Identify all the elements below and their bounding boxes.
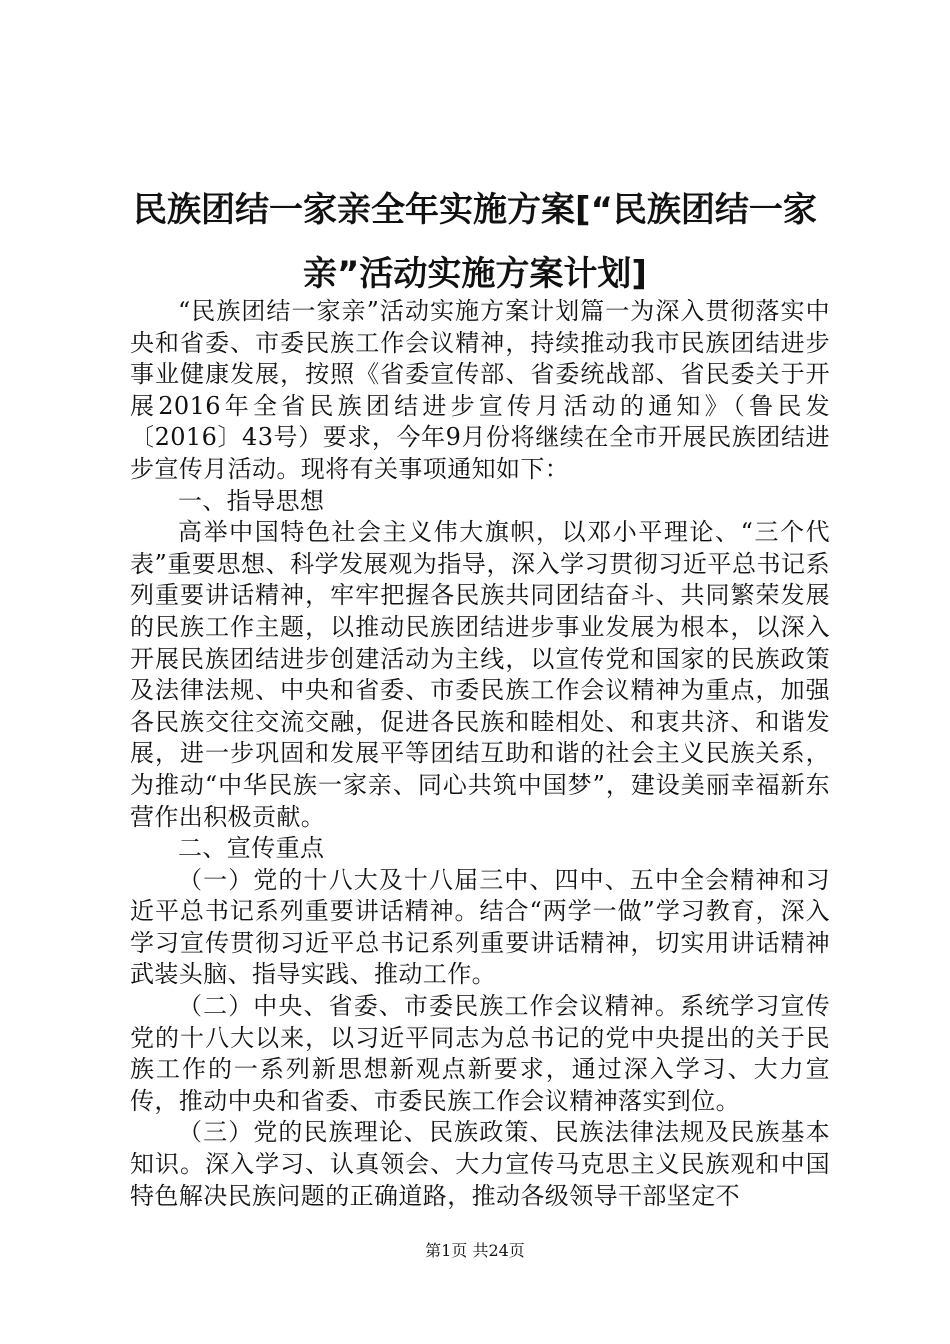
document-body: [130, 296, 830, 1212]
paragraph-focus-two: （二）中央、省委、市委民族工作会议精神。系统学习宣传党的十八大以来，以习近平同志为总书记的党中央提出的关于民族工作的一系列新思想新观点新要求，通过深入学习、大力宣传，推动中央和省委、市委民族工作会议精神落实到位。: [130, 992, 830, 1115]
section-heading-publicity-focus: 二、宣传重点: [178, 834, 325, 863]
document-title: 民族团结一家亲全年实施方案[“民族团结一家亲”活动实施方案计划]: [133, 190, 817, 294]
section-heading-guiding-ideology: 一、指导思想: [178, 486, 325, 515]
page-number-footer: 第1页 共24页: [425, 1241, 525, 1260]
paragraph-intro: “民族团结一家亲”活动实施方案计划篇一为深入贯彻落实中央和省委、市委民族工作会议精神，持续推动我市民族团结进步事业健康发展，按照《省委宣传部、省委统战部、省民委关于开展2016年全省民族团结进步宣传月活动的通知》（鲁民发〔2016〕43号）要求，今年9月份将继续在全市开展民族团结进步宣传月活动。现将有关事项通知如下：: [130, 297, 830, 483]
paragraph-guiding-ideology: 高举中国特色社会主义伟大旗帜，以邓小平理论、“三个代表”重要思想、科学发展观为指导，深入学习贯彻习近平总书记系列重要讲话精神，牢牢把握各民族共同团结奋斗、共同繁荣发展的民族工作主题，以推动民族团结进步事业发展为根本，以深入开展民族团结进步创建活动为主线，以宣传党和国家的民族政策及法律法规、中央和省委、市委民族工作会议精神为重点，加强各民族交往交流交融，促进各民族和睦相处、和衷共济、和谐发展，进一步巩固和发展平等团结互助和谐的社会主义民族关系，为推动“中华民族一家亲、同心共筑中国梦”，建设美丽幸福新东营作出积极贡献。: [130, 518, 830, 831]
paragraph-focus-one: （一）党的十八大及十八届三中、四中、五中全会精神和习近平总书记系列重要讲话精神。结合“两学一做”学习教育，深入学习宣传贯彻习近平总书记系列重要讲话精神，切实用讲话精神武装头脑、指导实践、推动工作。: [130, 865, 830, 989]
paragraph-focus-three: （三）党的民族理论、民族政策、民族法律法规及民族基本知识。深入学习、认真领会、大力宣传马克思主义民族观和中国特色解决民族问题的正确道路，推动各级领导干部坚定不: [130, 1118, 830, 1210]
